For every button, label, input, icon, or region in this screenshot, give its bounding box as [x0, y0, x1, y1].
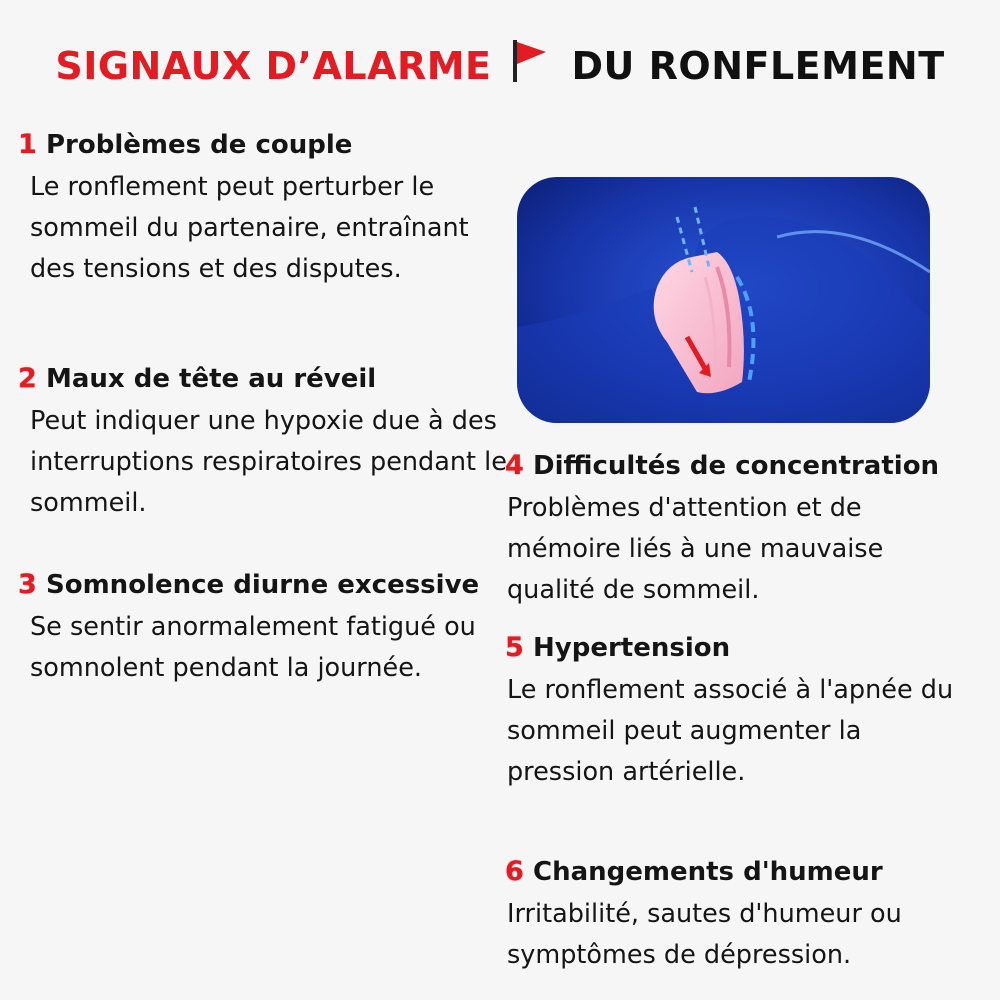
item-title-text: Changements d'humeur [533, 857, 883, 887]
red-flag-icon [510, 38, 550, 93]
item-number: 3 [18, 569, 37, 600]
item-title [18, 130, 510, 160]
warning-item-2 [18, 364, 510, 524]
item-title-text: Maux de tête au réveil [46, 364, 377, 394]
snoring-airway-illustration [517, 177, 930, 423]
warning-item-1 [18, 130, 510, 290]
item-title-text: Problèmes de couple [46, 130, 353, 160]
item-title [18, 570, 510, 600]
item-number: 5 [505, 632, 524, 663]
item-number: 6 [505, 856, 524, 887]
page-title [0, 38, 1000, 93]
item-description: Peut indiquer une hypoxie due à des interruptions respiratoires pendant le sommeil. [30, 406, 507, 518]
item-title-text: Somnolence diurne excessive [46, 570, 480, 600]
item-title [505, 633, 967, 663]
item-number: 4 [505, 450, 524, 481]
item-description: Se sentir anormalement fatigué ou somnolent pendant la journée. [30, 612, 476, 683]
item-title [505, 857, 967, 887]
warning-item-5 [505, 633, 967, 793]
warning-item-3 [18, 570, 510, 689]
item-description: Le ronflement peut perturber le sommeil du partenaire, entraînant des tensions et des disputes. [30, 172, 469, 284]
warning-item-4 [505, 451, 967, 611]
title-black-part: DU RONFLEMENT [571, 43, 945, 88]
item-title-text: Difficultés de concentration [533, 451, 940, 481]
item-number: 1 [18, 129, 37, 160]
item-description: Irritabilité, sautes d'humeur ou symptômes de dépression. [507, 899, 902, 970]
item-title-text: Hypertension [533, 633, 731, 663]
title-red-part: SIGNAUX D’ALARME [55, 43, 492, 88]
warning-item-6 [505, 857, 967, 976]
item-description: Problèmes d'attention et de mémoire liés à une mauvaise qualité de sommeil. [507, 493, 884, 605]
item-title [18, 364, 510, 394]
item-title [505, 451, 967, 481]
item-number: 2 [18, 363, 37, 394]
item-description: Le ronflement associé à l'apnée du sommeil peut augmenter la pression artérielle. [507, 675, 954, 787]
